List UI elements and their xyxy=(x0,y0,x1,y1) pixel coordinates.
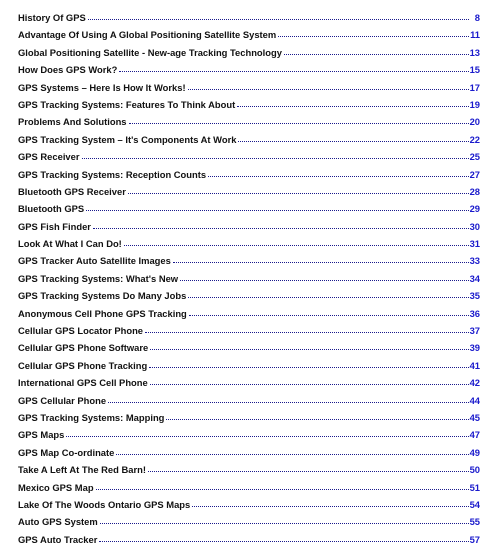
toc-entry-title: History Of GPS xyxy=(18,12,86,23)
toc-entry-title: GPS Tracker Auto Satellite Images xyxy=(18,255,171,267)
toc-dot-leader xyxy=(188,297,468,298)
toc-dot-leader xyxy=(119,71,468,72)
toc-page-number: 30 xyxy=(469,220,480,232)
toc-page-number: 57 xyxy=(469,533,480,545)
toc-entry-title: GPS Tracking Systems Do Many Jobs xyxy=(18,290,187,302)
toc-entry-title: International GPS Cell Phone xyxy=(18,377,148,389)
toc-entry[interactable] xyxy=(18,82,480,99)
toc-entry[interactable] xyxy=(18,482,480,499)
toc-dot-leader xyxy=(100,523,469,524)
toc-page-number: 11 xyxy=(470,29,480,41)
toc-dot-leader xyxy=(82,158,469,159)
toc-entry[interactable] xyxy=(18,342,480,359)
toc-entry[interactable] xyxy=(18,308,480,325)
toc-entry-title: GPS Maps xyxy=(18,429,65,441)
toc-page-number: 33 xyxy=(469,255,480,267)
toc-entry[interactable] xyxy=(18,116,480,133)
toc-entry[interactable] xyxy=(18,412,480,429)
toc-entry-title: GPS Auto Tracker xyxy=(18,533,98,545)
toc-page-number: 13 xyxy=(469,46,480,58)
toc-entry-title: Look At What I Can Do! xyxy=(18,238,122,250)
toc-page-number: 19 xyxy=(469,98,480,110)
toc-page-number: 20 xyxy=(469,116,480,128)
toc-entry[interactable] xyxy=(18,134,480,151)
toc-entry-title: Global Positioning Satellite - New-age Tracking Technology xyxy=(18,46,282,58)
toc-dot-leader xyxy=(145,332,469,333)
toc-dot-leader xyxy=(180,280,468,281)
toc-entry[interactable] xyxy=(18,186,480,203)
toc-entry[interactable] xyxy=(18,395,480,412)
toc-entry-title: Auto GPS System xyxy=(18,516,98,528)
toc-page-number: 17 xyxy=(469,81,480,93)
toc-dot-leader xyxy=(238,141,468,142)
toc-entry-title: Take A Left At The Red Barn! xyxy=(18,464,146,476)
toc-dot-leader xyxy=(278,36,469,37)
toc-entry-title: Cellular GPS Locator Phone xyxy=(18,325,144,337)
toc-dot-leader xyxy=(192,506,468,507)
toc-page-number: 34 xyxy=(469,272,480,284)
toc-entry-title: GPS Tracking Systems: Reception Counts xyxy=(18,168,207,180)
toc-entry[interactable] xyxy=(18,151,480,168)
toc-entry[interactable] xyxy=(18,12,480,29)
toc-entry[interactable] xyxy=(18,325,480,342)
toc-dot-leader xyxy=(150,384,469,385)
toc-entry-title: How Does GPS Work? xyxy=(18,64,118,76)
toc-dot-leader xyxy=(148,471,469,472)
toc-entry-title: Bluetooth GPS Receiver xyxy=(18,185,126,197)
toc-entry-title: GPS Tracking Systems: Features To Think About xyxy=(18,98,236,110)
toc-dot-leader xyxy=(124,245,469,246)
toc-entry[interactable] xyxy=(18,64,480,81)
table-of-contents xyxy=(18,12,480,551)
toc-page-number: 42 xyxy=(469,377,480,389)
toc-page-number: 37 xyxy=(469,325,480,337)
toc-dot-leader xyxy=(116,454,468,455)
toc-entry[interactable] xyxy=(18,290,480,307)
toc-page-number: 50 xyxy=(469,464,480,476)
toc-entry-title: GPS Cellular Phone xyxy=(18,394,107,406)
toc-page-number: 55 xyxy=(469,516,480,528)
toc-entry[interactable] xyxy=(18,273,480,290)
toc-entry-title: Lake Of The Woods Ontario GPS Maps xyxy=(18,498,191,510)
toc-dot-leader xyxy=(284,54,469,55)
toc-entry[interactable] xyxy=(18,516,480,533)
toc-page-number: 36 xyxy=(469,307,480,319)
toc-dot-leader xyxy=(166,419,468,420)
toc-entry[interactable] xyxy=(18,360,480,377)
toc-entry[interactable] xyxy=(18,203,480,220)
toc-page-number: 47 xyxy=(469,429,480,441)
toc-dot-leader xyxy=(88,19,469,20)
toc-entry[interactable] xyxy=(18,169,480,186)
toc-dot-leader xyxy=(129,123,469,124)
toc-entry[interactable] xyxy=(18,255,480,272)
toc-entry[interactable] xyxy=(18,429,480,446)
toc-entry-title: Advantage Of Using A Global Positioning Satellite System xyxy=(18,29,277,41)
toc-entry[interactable] xyxy=(18,447,480,464)
toc-entry-title: Cellular GPS Phone Software xyxy=(18,342,149,354)
toc-page-number: 25 xyxy=(469,151,480,163)
toc-page-number: 31 xyxy=(469,238,480,250)
toc-page-number: 22 xyxy=(469,133,480,145)
toc-dot-leader xyxy=(173,262,469,263)
toc-page-number: 54 xyxy=(469,498,480,510)
toc-page-number: 45 xyxy=(469,411,480,423)
toc-page-number: 51 xyxy=(469,481,480,493)
toc-entry-title: GPS Receiver xyxy=(18,151,80,163)
toc-page-number: 15 xyxy=(469,64,480,76)
toc-page-number: 39 xyxy=(469,342,480,354)
toc-entry-title: Mexico GPS Map xyxy=(18,481,94,493)
toc-dot-leader xyxy=(93,228,469,229)
toc-dot-leader xyxy=(66,436,468,437)
toc-page-number: 44 xyxy=(469,394,480,406)
toc-entry[interactable] xyxy=(18,238,480,255)
toc-dot-leader xyxy=(108,402,469,403)
toc-page-number: 41 xyxy=(469,359,480,371)
toc-entry-title: GPS Fish Finder xyxy=(18,220,91,232)
toc-entry-title: Anonymous Cell Phone GPS Tracking xyxy=(18,307,187,319)
toc-page-number: 28 xyxy=(469,185,480,197)
toc-dot-leader xyxy=(237,106,468,107)
toc-page-number: 49 xyxy=(469,446,480,458)
toc-dot-leader xyxy=(86,210,468,211)
toc-dot-leader xyxy=(208,176,468,177)
toc-dot-leader xyxy=(188,89,469,90)
toc-page-number: 35 xyxy=(469,290,480,302)
toc-dot-leader xyxy=(150,349,468,350)
toc-entry-title: Bluetooth GPS xyxy=(18,203,85,215)
toc-entry-title: Problems And Solutions xyxy=(18,116,127,128)
toc-entry[interactable] xyxy=(18,221,480,238)
toc-dot-leader xyxy=(128,193,469,194)
toc-dot-leader xyxy=(99,541,468,542)
toc-page-number: 27 xyxy=(469,168,480,180)
toc-entry[interactable] xyxy=(18,534,480,551)
toc-entry-title: GPS Tracking Systems: Mapping xyxy=(18,411,165,423)
toc-entry-title: GPS Map Co-ordinate xyxy=(18,446,115,458)
toc-entry[interactable] xyxy=(18,99,480,116)
toc-dot-leader xyxy=(149,367,468,368)
toc-entry-title: GPS Systems – Here Is How It Works! xyxy=(18,81,186,93)
toc-entry-title: Cellular GPS Phone Tracking xyxy=(18,359,148,371)
toc-dot-leader xyxy=(189,315,469,316)
toc-entry[interactable] xyxy=(18,464,480,481)
toc-entry[interactable] xyxy=(18,47,480,64)
toc-entry-title: GPS Tracking Systems: What's New xyxy=(18,272,179,284)
toc-entry-title: GPS Tracking System – It's Components At Work xyxy=(18,133,237,145)
toc-entry[interactable] xyxy=(18,499,480,516)
toc-entry[interactable] xyxy=(18,29,480,46)
toc-page-number: 8 xyxy=(474,12,480,23)
toc-entry[interactable] xyxy=(18,377,480,394)
toc-dot-leader xyxy=(96,489,469,490)
toc-page-number: 29 xyxy=(469,203,480,215)
